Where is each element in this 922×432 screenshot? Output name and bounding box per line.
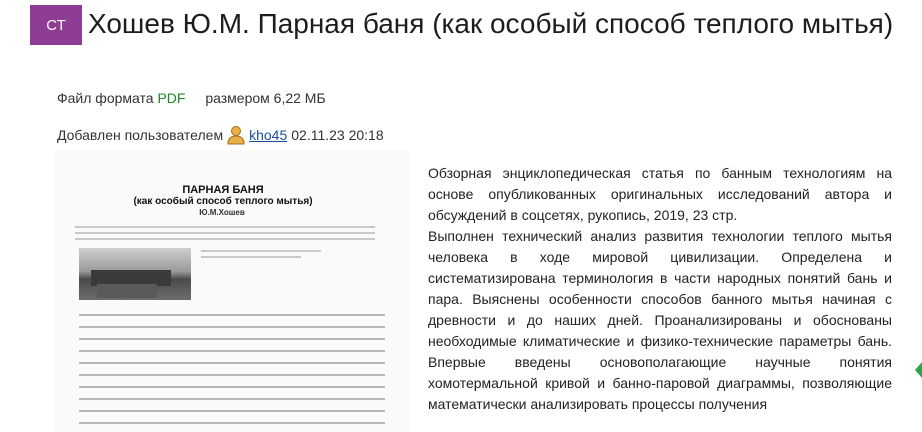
- description-paragraph: Обзорная энциклопедическая статья по банным технологиям на основе опубликованных оригинальных исследований автора и обсуждений в соцсетях, рукопись, 2019, 23 стр.: [428, 165, 892, 223]
- preview-text-line: [79, 338, 385, 340]
- uploaded-by-label: Добавлен пользователем: [57, 127, 224, 143]
- upload-info: [57, 125, 384, 145]
- preview-text-line: [79, 398, 385, 400]
- page-title: Хошев Ю.М. Парная баня (как особый способ теплого мытья): [88, 8, 894, 39]
- preview-text-line: [201, 250, 321, 252]
- file-format-label: Файл формата: [57, 90, 154, 106]
- preview-text-line: [75, 232, 375, 234]
- preview-text-line: [79, 386, 385, 388]
- preview-text-line: [79, 362, 385, 364]
- user-icon: [227, 125, 245, 145]
- preview-text-line: [79, 350, 385, 352]
- preview-title: ПАРНАЯ БАНЯ: [182, 184, 264, 196]
- preview-text-line: [79, 410, 385, 412]
- preview-text-line: [79, 326, 385, 328]
- preview-text-line: [79, 314, 385, 316]
- preview-text-line: [75, 238, 375, 240]
- preview-text-line: [79, 422, 385, 424]
- preview-text-line: [75, 226, 375, 228]
- document-description: [428, 163, 892, 415]
- file-info: [57, 90, 326, 106]
- preview-text-line: [79, 374, 385, 376]
- preview-subtitle: (как особый способ теплого мытья): [133, 196, 313, 207]
- preview-photo: [79, 248, 191, 300]
- upload-date: 02.11.23 20:18: [291, 127, 384, 143]
- preview-author: Ю.М.Хошев: [199, 208, 245, 217]
- file-format-value[interactable]: PDF: [157, 90, 186, 106]
- description-paragraph: Выполнен технический анализ развития технологии теплого мытья человека в ходе мировой цивилизации. Определена и систематизирована терминология в части народных понятий бань и пара. Выяснены особенности способов банного мытья начиная с древности и до наших дней. Проанализированы и обоснованы необходимые климатические и физико-технические параметры бань. Впервые введены основополагающие научные понятия хомотермальной кривой и банно-паровой диаграммы, позволяющие математически анализировать процессы получения: [428, 228, 892, 412]
- document-preview[interactable]: [55, 150, 409, 432]
- scrollbar-arrow[interactable]: [914, 350, 922, 390]
- preview-text-line: [201, 256, 301, 258]
- uploader-link[interactable]: kho45: [249, 127, 288, 143]
- category-badge[interactable]: СТ: [30, 5, 82, 45]
- file-size: размером 6,22 МБ: [205, 90, 326, 106]
